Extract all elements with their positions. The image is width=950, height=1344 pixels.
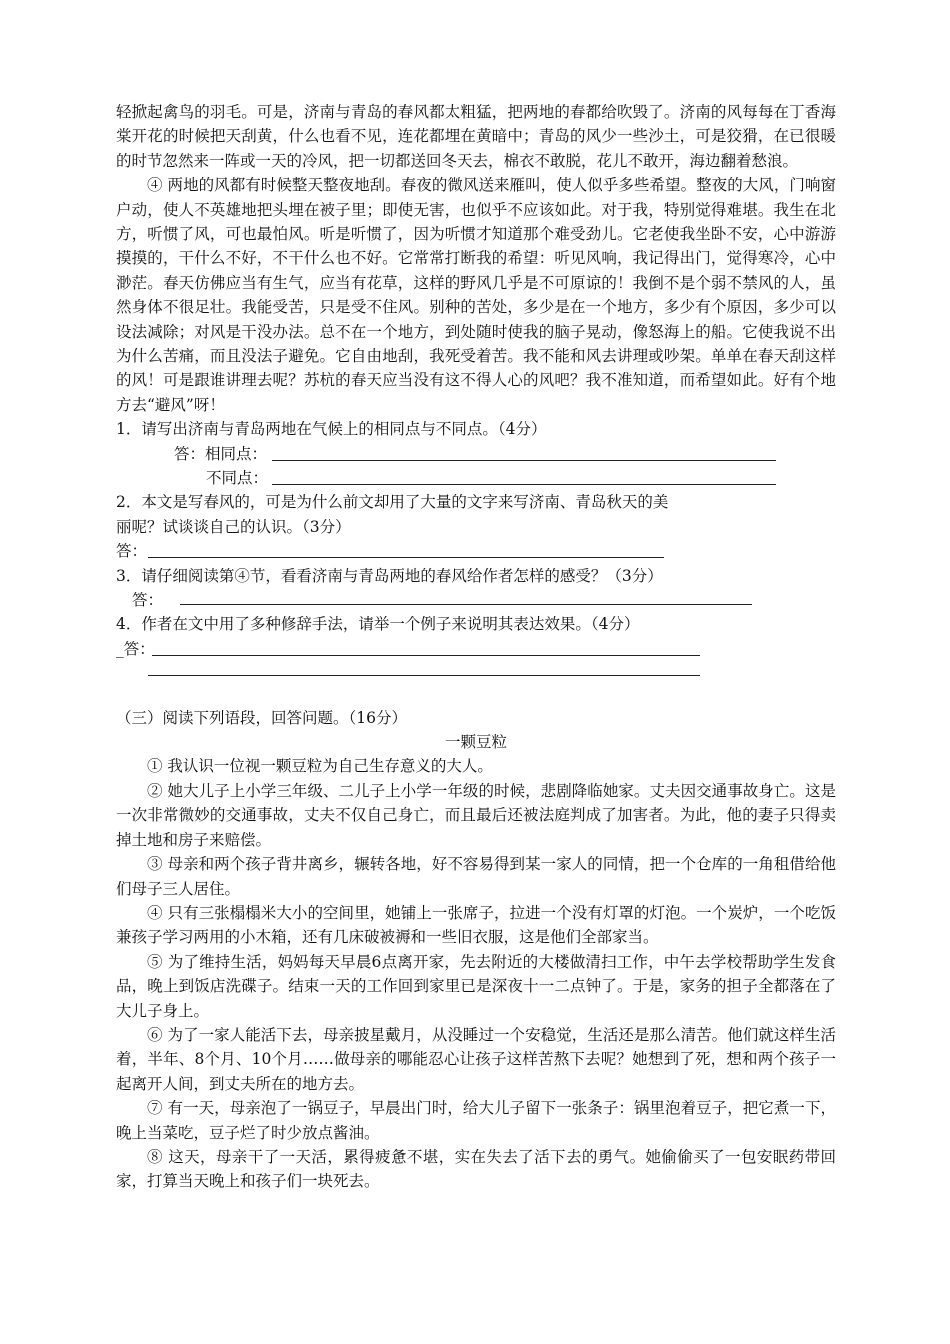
q3-answer-line[interactable] [180,604,752,605]
story-paragraph-7: ⑦ 有一天，母亲泡了一锅豆子，早晨出门时，给大儿子留下一张条子：锅里泡着豆子，把它煮一下，晚上当菜吃，豆子烂了时少放点酱油。 [116,1099,836,1142]
q4-answer-line-1[interactable] [152,655,700,656]
story-paragraph-6: ⑥ 为了一家人能活下去，母亲披星戴月，从没睡过一个安稳觉，生活还是那么清苦。他们就这样生活着，半年、8个月、10个月……做母亲的哪能忍心让孩子这样苦熬下去呢？她想到了死，想和两个孩子一起离开人间，到丈夫所在的地方去。 [116,1025,836,1093]
q4-answer-line-2[interactable] [148,675,700,676]
story-paragraph-8: ⑧ 这天，母亲干了一天活，累得疲惫不堪，实在失去了活下去的勇气。她偷偷买了一包安眠药带回家，打算当天晚上和孩子们一块死去。 [116,1147,836,1191]
q1-diff-label: 不同点： [206,469,269,488]
story-title: 一颗豆粒 [444,733,507,752]
q1-same-answer-line[interactable] [272,460,776,461]
story-paragraph-2: ② 她大儿子上小学三年级、二儿子上小学一年级的时候，悲剧降临她家。丈夫因交通事故身亡。这是一次非常微妙的交通事故，丈夫不仅自己身亡，而且最后还被法庭判成了加害者。为此，他的妻子只得卖掉土地和房子来赔偿。 [116,781,836,849]
spacer [116,686,836,706]
story-paragraph-5: ⑤ 为了维持生活，妈妈每天早晨6点离开家，先去附近的大楼做清扫工作，中午去学校帮助学生发食品，晚上到饭店洗碟子。结束一天的工作回到家里已是深夜十一二点钟了。于是，家务的担子全都落在了大儿子身上。 [116,952,836,1020]
q3-answer-row [116,588,836,612]
question-3: 3．请仔细阅读第④节，看看济南与青岛两地的春风给作者怎样的感受？（3分） [116,566,663,585]
question-4: 4．作者在文中用了多种修辞手法，请举一个例子来说明其表达效果。（4分） [116,615,640,634]
question-1: 1．请写出济南与青岛两地在气候上的相同点与不同点。（4分） [116,420,547,439]
q1-same-row [116,442,836,466]
passage-paragraph-top: 轻掀起禽鸟的羽毛。可是，济南与青岛的春风都太粗猛，把两地的春都给吹毁了。济南的风每每在丁香海棠开花的时候把天刮黄，什么也看不见，连花都埋在黄暗中；青岛的风少一些沙土，可是狡猾，在已很暖的时节忽然来一阵或一天的冷风，把一切都送回冬天去，棉衣不敢脱，花儿不敢开，海边翻着愁浪。 [116,103,836,170]
q3-answer-label: 答： [132,591,164,610]
story-paragraph-3: ③ 母亲和两个孩子背井离乡，辗转各地，好不容易得到某一家人的同情，把一个仓库的一角租借给他们母子三人居住。 [116,855,836,898]
q1-same-label: 答：相同点： [174,444,268,463]
story-paragraph-1: ① 我认识一位视一颗豆粒为自己生存意义的大人。 [147,757,493,776]
q2-answer-label: 答： [116,542,148,561]
story-paragraph-4: ④ 只有三张榻榻米大小的空间里，她铺上一张席子，拉进一个没有灯罩的灯泡。一个炭炉，一个吃饭兼孩子学习两用的小木箱，还有几床破被褥和一些旧衣服，这是他们全部家当。 [116,903,836,947]
q2-answer-line[interactable] [148,557,664,558]
q4-answer-row [116,637,836,661]
q1-diff-row [116,466,836,490]
question-2-line-2: 丽呢？试谈谈自己的认识。（3分） [116,517,351,536]
q4-answer-row-2 [116,661,836,685]
section-3-heading: （三）阅读下列语段，回答问题。（16分） [116,708,407,727]
question-2-line-1: 2．本文是写春风的，可是为什么前文却用了大量的文字来写济南、青岛秋天的美 [116,493,669,512]
q2-answer-row [116,539,836,563]
q1-diff-answer-line[interactable] [272,484,776,485]
q4-answer-label: _答： [116,639,155,658]
document-page [116,100,836,1194]
passage-paragraph-4: ④ 两地的风都有时候整天整夜地刮。春夜的微风送来雁叫，使人似乎多些希望。整夜的大风，门响窗户动，使人不英雄地把头埋在被子里；即使无害，也似乎不应该如此。对于我，特别觉得难堪。我生在北方，听惯了风，可也最怕风。听是听惯了，因为听惯才知道那个难受劲儿。它老使我坐卧不安，心中游游摸摸的，干什么不好，不干什么也不好。它常常打断我的希望：听见风响，我记得出门，觉得寒冷，心中渺茫。春天仿佛应当有生气，应当有花草，这样的野风几乎是不可原谅的！我倒不是个弱不禁风的人，虽然身体不很足壮。我能受苦，只是受不住风。别种的苦处，多少是在一个地方，多少有个原因，多少可以设法减除；对风是干没办法。总不在一个地方，到处随时使我的脑子晃动，像怒海上的船。它使我说不出为什么苦痛，而且没法子避免。它自由地刮，我死受着苦。我不能和风去讲理或吵架。单单在春天刮这样的风！可是跟谁讲理去呢？苏杭的春天应当没有这不得人心的风吧？我不准知道，而希望如此。好有个地方去“避风”呀！ [116,176,836,414]
